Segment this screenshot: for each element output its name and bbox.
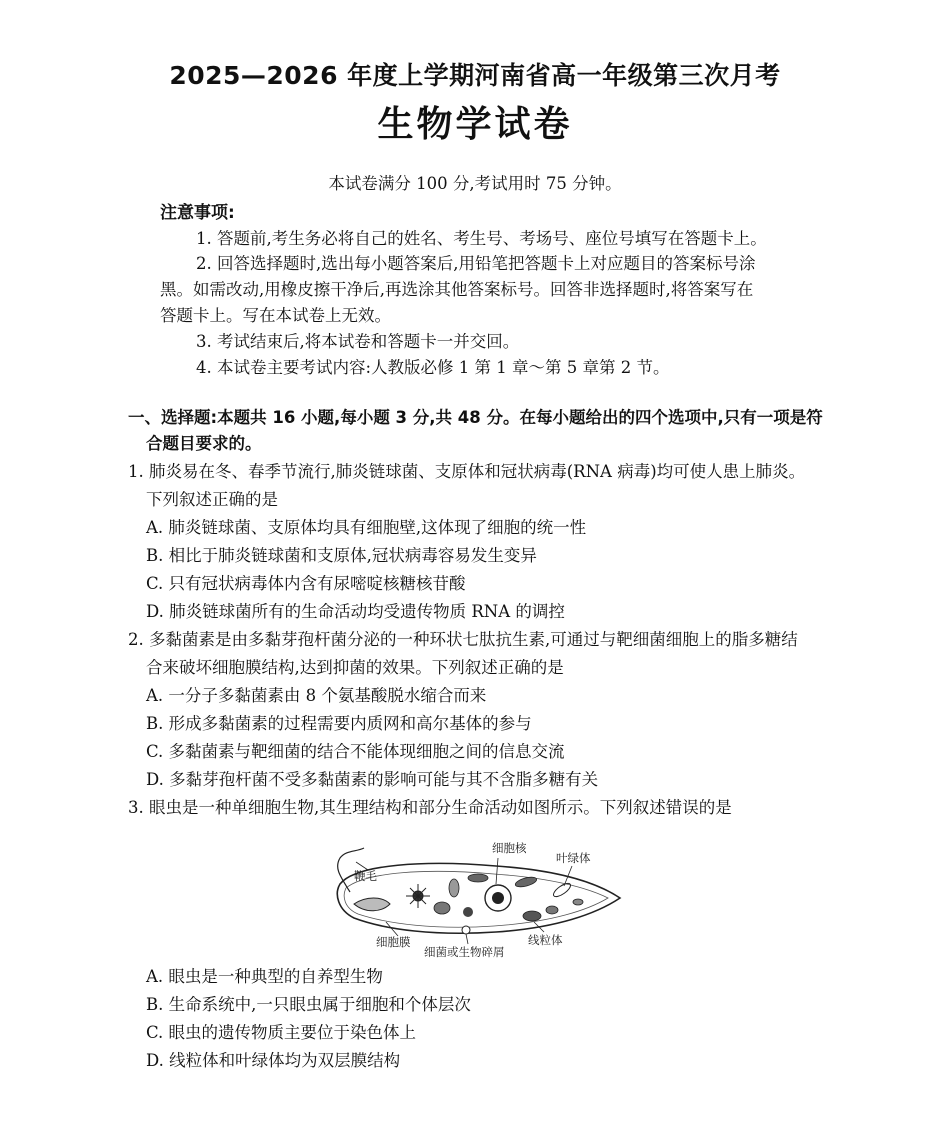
option-d: D. 多黏芽孢杆菌不受多黏菌素的影响可能与其不含脂多糖有关 bbox=[146, 770, 599, 789]
question-stem-cont: 合来破坏细胞膜结构,达到抑菌的效果。下列叙述正确的是 bbox=[146, 658, 564, 677]
question-stem: 3. 眼虫是一种单细胞生物,其生理结构和部分生命活动如图所示。下列叙述错误的是 bbox=[128, 798, 732, 817]
option-c: C. 只有冠状病毒体内含有尿嘧啶核糖核苷酸 bbox=[146, 574, 466, 593]
option-a: A. 眼虫是一种典型的自养型生物 bbox=[146, 967, 383, 986]
exam-title: 2025—2026 年度上学期河南省高一年级第三次月考 bbox=[169, 61, 781, 90]
notice-item: 2. 回答选择题时,选出每小题答案后,用铅笔把答题卡上对应题目的答案标号涂 bbox=[196, 254, 756, 273]
ingested-particle-shape bbox=[462, 926, 470, 934]
label-flagellum: 鞭毛 bbox=[354, 869, 377, 883]
label-bacteria-debris: 细菌或生物碎屑 bbox=[424, 945, 505, 959]
option-b: B. 生命系统中,一只眼虫属于细胞和个体层次 bbox=[146, 995, 471, 1014]
chloroplast-shape bbox=[468, 874, 488, 882]
exam-info: 本试卷满分 100 分,考试用时 75 分钟。 bbox=[328, 174, 622, 193]
label-nucleus: 细胞核 bbox=[492, 841, 527, 855]
option-b: B. 形成多黏菌素的过程需要内质网和高尔基体的参与 bbox=[146, 714, 532, 733]
notice-item: 答题卡上。写在本试卷上无效。 bbox=[160, 306, 391, 325]
leader-line bbox=[496, 858, 498, 884]
mitochondrion-shape bbox=[523, 911, 541, 921]
nucleolus-shape bbox=[492, 892, 504, 904]
notice-item: 1. 答题前,考生务必将自己的姓名、考生号、考场号、座位号填写在答题卡上。 bbox=[196, 229, 767, 248]
organelle-shape bbox=[449, 879, 459, 897]
option-b: B. 相比于肺炎链球菌和支原体,冠状病毒容易发生变异 bbox=[146, 546, 537, 565]
mitochondrion-shape bbox=[573, 899, 583, 905]
option-d: D. 肺炎链球菌所有的生命活动均受遗传物质 RNA 的调控 bbox=[146, 602, 565, 621]
leader-line bbox=[466, 934, 468, 944]
notice-item: 4. 本试卷主要考试内容:人教版必修 1 第 1 章～第 5 章第 2 节。 bbox=[196, 358, 670, 377]
label-cell-membrane: 细胞膜 bbox=[376, 935, 411, 949]
label-mitochondrion: 线粒体 bbox=[528, 933, 563, 947]
reservoir-shape bbox=[354, 898, 390, 911]
question-stem-cont: 下列叙述正确的是 bbox=[146, 490, 278, 509]
section-heading-cont: 合题目要求的。 bbox=[146, 434, 262, 453]
label-chloroplast: 叶绿体 bbox=[556, 851, 591, 865]
food-vacuole-shape bbox=[434, 902, 450, 914]
euglena-diagram bbox=[326, 832, 626, 962]
question-stem: 1. 肺炎易在冬、春季节流行,肺炎链球菌、支原体和冠状病毒(RNA 病毒)均可使人患上肺炎。 bbox=[128, 462, 806, 481]
chloroplast-shape bbox=[552, 881, 573, 899]
option-a: A. 一分子多黏菌素由 8 个氨基酸脱水缩合而来 bbox=[146, 686, 487, 705]
notice-item: 黑。如需改动,用橡皮擦干净后,再选涂其他答案标号。回答非选择题时,将答案写在 bbox=[160, 280, 754, 299]
mitochondrion-shape bbox=[546, 906, 558, 914]
section-heading: 一、选择题:本题共 16 小题,每小题 3 分,共 48 分。在每小题给出的四个选项中,只有一项是符 bbox=[128, 408, 823, 427]
subject-title: 生物学试卷 bbox=[377, 104, 573, 145]
option-c: C. 眼虫的遗传物质主要位于染色体上 bbox=[146, 1023, 417, 1042]
notice-item: 3. 考试结束后,将本试卷和答题卡一并交回。 bbox=[196, 332, 520, 351]
option-a: A. 肺炎链球菌、支原体均具有细胞壁,这体现了细胞的统一性 bbox=[146, 518, 587, 537]
organelle-shape bbox=[463, 907, 473, 917]
notice-heading: 注意事项: bbox=[160, 203, 235, 223]
option-d: D. 线粒体和叶绿体均为双层膜结构 bbox=[146, 1051, 401, 1070]
question-stem: 2. 多黏菌素是由多黏芽孢杆菌分泌的一种环状七肽抗生素,可通过与靶细菌细胞上的脂多糖结 bbox=[128, 630, 798, 649]
option-c: C. 多黏菌素与靶细菌的结合不能体现细胞之间的信息交流 bbox=[146, 742, 565, 761]
contractile-vacuole-shape bbox=[406, 884, 430, 908]
